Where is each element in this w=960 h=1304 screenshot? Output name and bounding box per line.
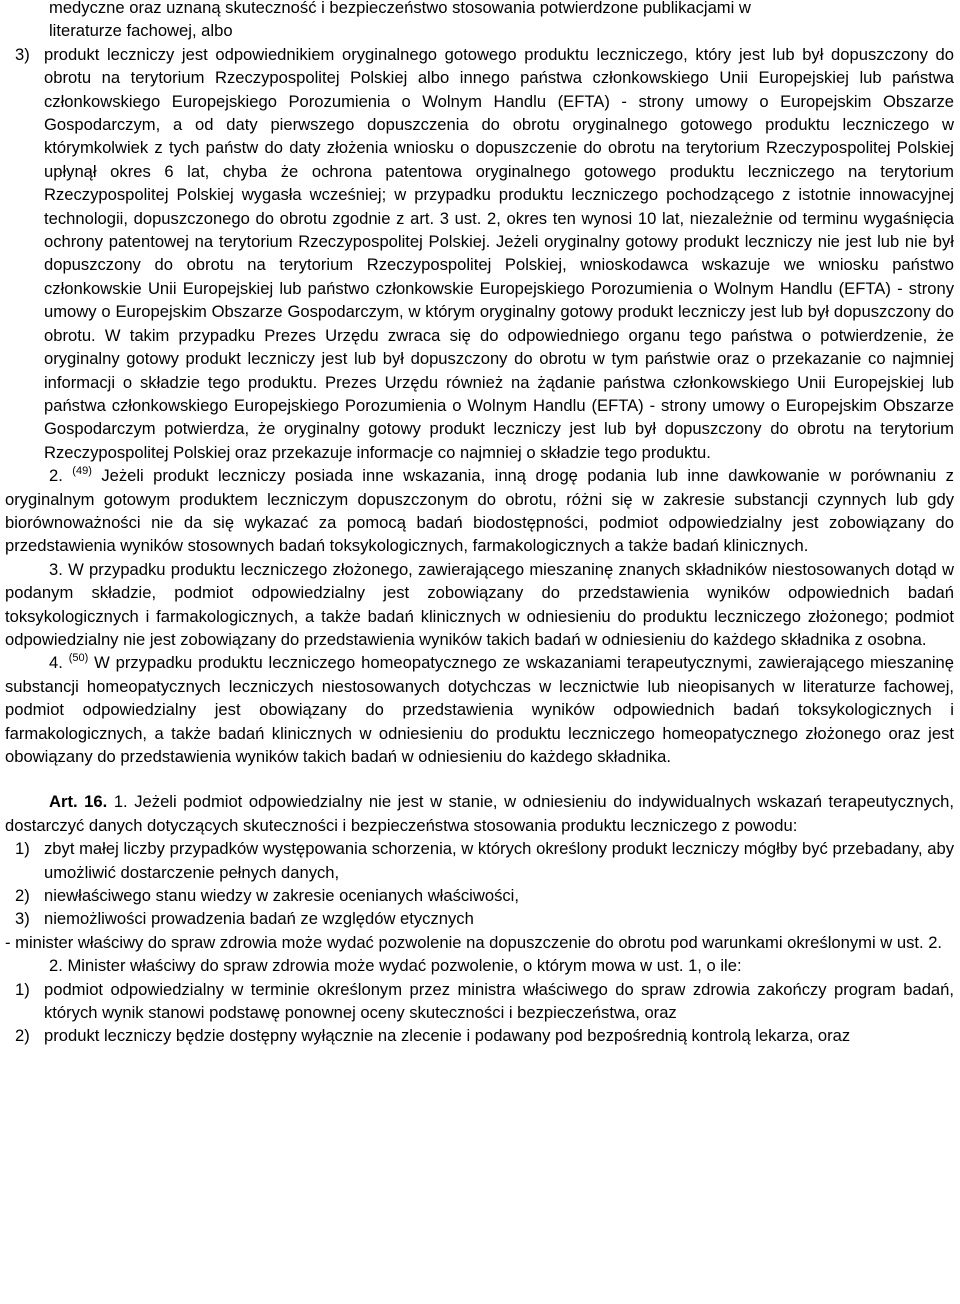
footnote-ref: (49) [72, 465, 92, 478]
paragraph-text: W przypadku produktu leczniczego homeopatycznego ze wskazaniami terapeutycznymi, zawierającego mieszaninę substancji homeopatycznych leczniczych niestosowanych dotychczas w lecznictwie lub nieopisanych w literaturze fachowej, podmiot odpowiedzialny jest obowiązany do przedstawienia wyników odpowiednich badań toksykologicznych i farmakologicznych, a także badań klinicznych w odniesieniu do produktu leczniczego homeopatycznego złożonego oraz jest obowiązany do przedstawienia wyników takich badań w odniesieniu do każdego składnika. [5, 653, 954, 766]
list-item [5, 884, 954, 907]
list-item-text: podmiot odpowiedzialny w terminie określonym przez ministra właściwego do spraw zdrowia zakończy program badań, których wynik stanowi podstawę ponownej oceny skuteczności i bezpieczeństwa, oraz [44, 979, 954, 1023]
paragraph-number: 4. [49, 653, 63, 673]
list-number: 3) [15, 44, 30, 64]
previous-text-fragment [5, 0, 954, 43]
list-number: 3) [15, 909, 30, 929]
list-number: 2) [15, 886, 30, 906]
article-16-intro [5, 790, 954, 837]
list-item-3 [5, 43, 954, 464]
article-label: Art. 16. [49, 792, 108, 812]
paragraph-2 [5, 464, 954, 558]
list-item-text: produkt leczniczy będzie dostępny wyłącznie na zlecenie i podawany pod bezpośrednią kontrolą lekarza, oraz [44, 1026, 851, 1046]
article-intro-text: 1. Jeżeli podmiot odpowiedzialny nie jest w stanie, w odniesieniu do indywidualnych wskazań terapeutycznych, dostarczyć danych dotyczących skuteczności i bezpieczeństwa stosowania produktu leczniczego z powodu: [5, 792, 954, 835]
text-line: literaturze fachowej, albo [49, 21, 233, 41]
list-item [5, 1024, 954, 1047]
list-item-text: produkt leczniczy jest odpowiednikiem oryginalnego gotowego produktu leczniczego, który jest lub był dopuszczony do obrotu na terytorium Rzeczypospolitej Polskiej albo innego państwa członkowskiego Unii Europejskiej lub państwa członkowskiego Europejskiego Porozumienia o Wolnym Handlu (EFTA) - strony umowy o Europejskim Obszarze Gospodarczym, a od daty pierwszego dopuszczenia do obrotu oryginalnego gotowego produktu leczniczego w którymkolwiek z tych państw do daty złożenia wniosku o dopuszczenie do obrotu na terytorium Rzeczypospolitej Polskiej upłynął okres 6 lat, chyba że ochrona patentowa oryginalnego gotowego produktu leczniczego na terytorium Rzeczypospolitej Polskiej wygasła wcześniej; w przypadku produktu leczniczego pochodzącego z istotnie innowacyjnej technologii, dopuszczonego do obrotu zgodnie z art. 3 ust. 2, okres ten wynosi 10 lat, niezależnie od terminu wygaśnięcia ochrony patentowej na terytorium Rzeczypospolitej Polskiej. Jeżeli oryginalny gotowy produkt leczniczy nie jest lub nie był dopuszczony do obrotu na terytorium Rzeczypospolitej Polskiej, wnioskodawca wskazuje we wniosku państwo członkowskie Unii Europejskiej lub państwo członkowskie Europejskiego Porozumienia o Wolnym Handlu (EFTA) - strony umowy o Europejskim Obszarze Gospodarczym, w którym oryginalny gotowy produkt leczniczy jest lub był dopuszczony do obrotu. W takim przypadku Prezes Urzędu zwraca się do odpowiedniego organu tego państwa o potwierdzenie, że oryginalny gotowy produkt leczniczy jest lub był dopuszczony do obrotu w tym państwie oraz o przekazanie co najmniej informacji o składzie tego produktu. Prezes Urzędu również na żądanie państwa członkowskiego Unii Europejskiej lub państwa członkowskiego Europejskiego Porozumienia o Wolnym Handlu (EFTA) - strony umowy o Europejskim Obszarze Gospodarczym potwierdza, że oryginalny gotowy produkt leczniczy jest lub był dopuszczony do obrotu na terytorium Rzeczypospolitej Polskiej oraz przekazuje informacje co najmniej o składzie tego produktu. [44, 44, 954, 462]
footnote-ref: (50) [68, 652, 89, 665]
closing-clause: - minister właściwy do spraw zdrowia może wydać pozwolenie na dopuszczenie do obrotu pod warunkami określonymi w ust. 2. [5, 932, 943, 952]
paragraph-number: 2. [49, 466, 63, 486]
list-item-text: niewłaściwego stanu wiedzy w zakresie ocenianych właściwości, [44, 886, 519, 906]
section-gap [5, 768, 954, 790]
list-number: 1) [15, 839, 30, 859]
article-16-paragraph-2: 2. Minister właściwy do spraw zdrowia może wydać pozwolenie, o którym mowa w ust. 1, o ile: [49, 956, 742, 976]
list-number: 1) [15, 979, 30, 999]
list-item [5, 837, 954, 884]
list-item-text: niemożliwości prowadzenia badań ze względów etycznych [44, 909, 474, 929]
list-item-text: zbyt małej liczby przypadków występowania schorzenia, w których określony produkt leczniczy mógłby być przebadany, aby umożliwić dostarczenie pełnych danych, [44, 839, 954, 882]
paragraph-text: Jeżeli produkt leczniczy posiada inne wskazania, inną drogę podania lub inne dawkowanie w porównaniu z oryginalnym gotowym produktem leczniczym dopuszczonym do obrotu, różni się w zakresie substancji czynnych lub gdy biorównoważności nie da się wykazać za pomocą badań biodostępności, podmiot odpowiedzialny jest zobowiązany do przedstawienia wyników stosownych badań toksykologicznych, farmakologicznych a także badań klinicznych. [5, 466, 954, 556]
list-number: 2) [15, 1026, 30, 1046]
text-line: medyczne oraz uznaną skuteczność i bezpieczeństwo stosowania potwierdzone publikacjami w [49, 0, 751, 17]
list-item [5, 907, 954, 930]
paragraph-3: 3. W przypadku produktu leczniczego złożonego, zawierającego mieszaninę znanych składników niestosowanych dotąd w podanym składzie, podmiot odpowiedzialny jest zobowiązany do przedstawienia wyników odpowiednich badań toksykologicznych i farmakologicznych, a także badań klinicznych w odniesieniu do produktu leczniczego złożonego; podmiot odpowiedzialny nie jest zobowiązany do przedstawienia wyników takich badań w odniesieniu do każdego składnika z osobna. [5, 559, 954, 649]
list-item [5, 978, 954, 1025]
paragraph-4 [5, 651, 954, 768]
